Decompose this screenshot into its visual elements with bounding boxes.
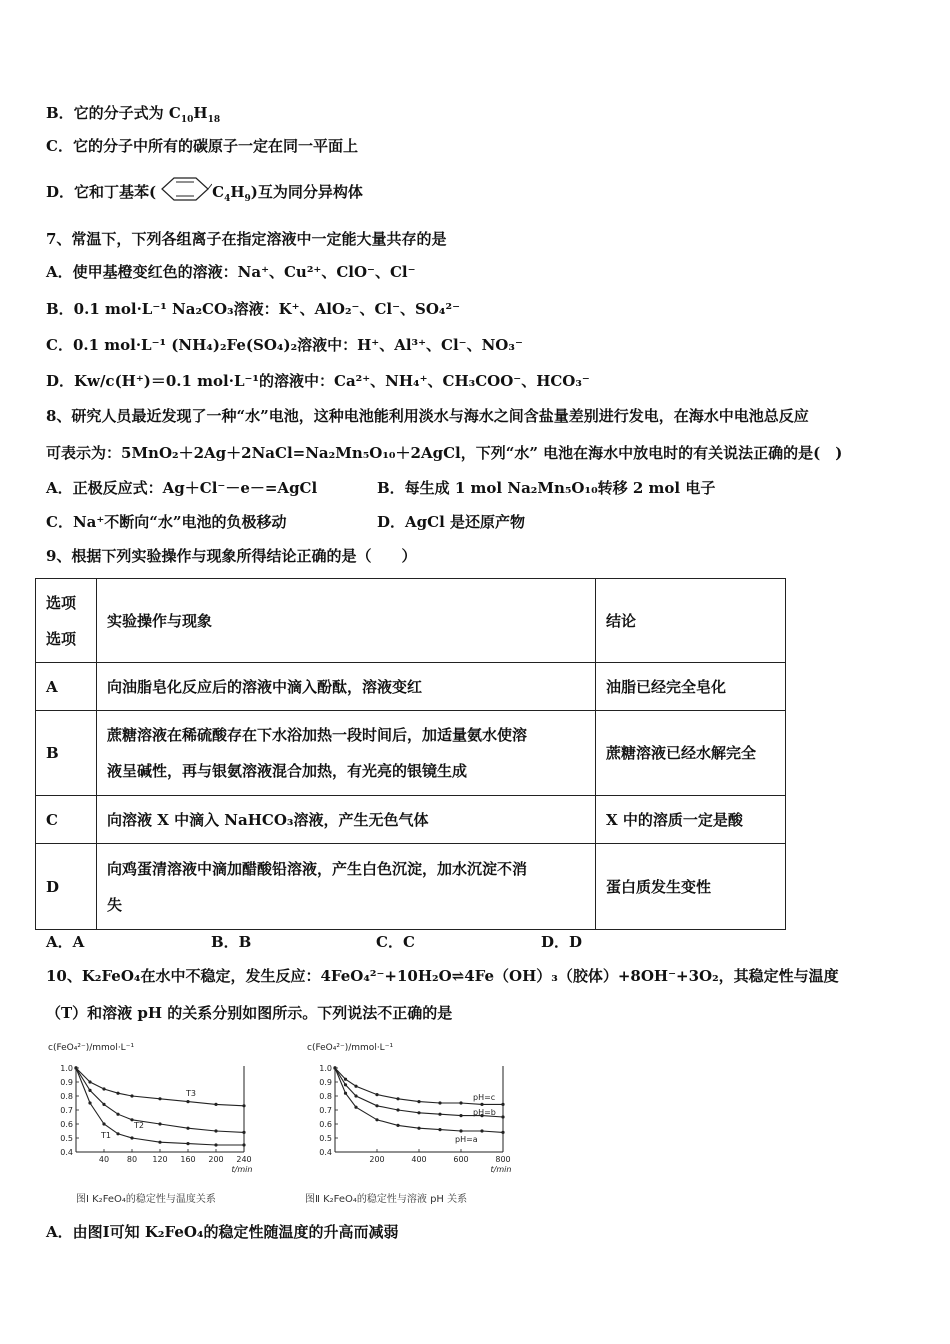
data-point	[214, 1143, 217, 1146]
data-point	[354, 1094, 357, 1097]
data-point	[459, 1114, 462, 1117]
header-conclusion-cell: 结论	[596, 579, 786, 663]
data-point	[375, 1118, 378, 1121]
x-tick-label: 40	[98, 1155, 110, 1164]
figure-1-caption: 图Ⅰ K₂FeO₄的稳定性与温度关系	[76, 1194, 216, 1205]
data-point	[116, 1113, 119, 1116]
data-point	[438, 1113, 441, 1116]
data-point	[480, 1129, 483, 1132]
data-point	[396, 1097, 399, 1100]
data-point	[344, 1083, 347, 1086]
q8-stem-line2: 可表示为：5MnO₂＋2Ag＋2NaCl=Na₂Mn₅O₁₀＋2AgCl，下列“水” 电池在海水中放电时的有关说法正确的是( )	[46, 444, 843, 462]
y-tick-label: 0.8	[319, 1092, 332, 1101]
q9-table	[35, 578, 786, 930]
header-operation-cell: 实验操作与现象	[97, 579, 596, 663]
x-axis-label: t/min	[231, 1165, 253, 1174]
y-axis-label: c(FeO₄²⁻)/mmol·L⁻¹	[307, 1043, 394, 1053]
table-row: C 向溶液 X 中滴入 NaHCO₃溶液，产生无色气体 X 中的溶质一定是酸	[36, 796, 786, 844]
q6-option-b: B．它的分子式为 $C_{10}H_{18}$	[46, 104, 221, 125]
y-tick-label: 0.7	[319, 1106, 332, 1115]
data-point	[344, 1078, 347, 1081]
data-point	[158, 1097, 161, 1100]
q7-option-d: D．Kw/c(H⁺)＝0.1 mol·L⁻¹的溶液中：Ca²⁺、NH₄⁺、CH₃COO⁻、HCO₃⁻	[46, 372, 590, 390]
data-point	[438, 1128, 441, 1131]
y-tick-label: 0.6	[60, 1120, 73, 1129]
y-tick-label: 1.0	[319, 1064, 332, 1073]
series-label: pH=a	[455, 1135, 478, 1144]
data-point	[130, 1136, 133, 1139]
data-point	[102, 1103, 105, 1106]
data-point	[417, 1127, 420, 1130]
x-tick-label: 600	[453, 1155, 469, 1164]
q8-option-b: B．每生成 1 mol Na₂Mn₅O₁₀转移 2 mol 电子	[377, 479, 716, 497]
table-row: B 蔗糖溶液在稀硫酸存在下水浴加热一段时间后，加适量氨水使溶 液呈碱性，再与银氨溶液混合加热，有光亮的银镜生成 蔗糖溶液已经水解完全	[36, 711, 786, 796]
q7-stem: 7、常温下，下列各组离子在指定溶液中一定能大量共存的是	[46, 230, 447, 248]
figure-2-caption: 图Ⅱ K₂FeO₄的稳定性与溶液 pH 关系	[305, 1194, 468, 1205]
q7-option-c: C．0.1 mol·L⁻¹ (NH₄)₂Fe(SO₄)₂溶液中：H⁺、Al³⁺、Cl⁻、NO₃⁻	[46, 336, 523, 354]
q9-answer-a: A．A	[46, 933, 85, 951]
data-point	[214, 1129, 217, 1132]
y-tick-label: 0.9	[319, 1078, 332, 1087]
data-point	[501, 1115, 504, 1118]
series-label: pH=c	[473, 1093, 496, 1102]
data-point	[186, 1127, 189, 1130]
q8-option-d: D．AgCl 是还原产物	[377, 513, 525, 531]
data-point	[102, 1087, 105, 1090]
q10-stem-line2: （T）和溶液 pH 的关系分别如图所示。下列说法不正确的是	[46, 1004, 453, 1022]
data-point	[186, 1100, 189, 1103]
y-tick-label: 0.4	[60, 1148, 73, 1157]
x-tick-label: 800	[495, 1155, 511, 1164]
y-tick-label: 0.9	[60, 1078, 73, 1087]
y-tick-label: 0.8	[60, 1092, 73, 1101]
data-point	[354, 1106, 357, 1109]
data-point	[130, 1094, 133, 1097]
data-point	[417, 1111, 420, 1114]
y-axis-label: c(FeO₄²⁻)/mmol·L⁻¹	[48, 1043, 135, 1053]
q9-stem: 9、根据下列实验操作与现象所得结论正确的是（ ）	[46, 547, 417, 565]
q8-option-c: C．Na⁺不断向“水”电池的负极移动	[46, 513, 287, 531]
q10-option-a: A．由图Ⅰ可知 K₂FeO₄的稳定性随温度的升高而减弱	[46, 1223, 399, 1241]
y-tick-label: 0.5	[319, 1134, 332, 1143]
data-point	[417, 1100, 420, 1103]
data-point	[242, 1131, 245, 1134]
data-point	[116, 1092, 119, 1095]
x-axis-label: t/min	[490, 1165, 512, 1174]
data-point	[344, 1092, 347, 1095]
y-tick-label: 0.6	[319, 1120, 332, 1129]
data-point	[375, 1093, 378, 1096]
data-point	[396, 1124, 399, 1127]
data-point	[186, 1142, 189, 1145]
data-point	[242, 1104, 245, 1107]
chart-temperature	[46, 1038, 261, 1183]
y-tick-label: 1.0	[60, 1064, 73, 1073]
q9-answer-b: B．B	[211, 933, 252, 951]
x-tick-label: 200	[369, 1155, 385, 1164]
table-header-row	[36, 579, 786, 663]
q9-answer-d: D．D	[541, 933, 583, 951]
data-point	[459, 1129, 462, 1132]
data-point	[501, 1103, 504, 1106]
series-label: T3	[186, 1089, 196, 1098]
q6-option-c: C．它的分子中所有的碳原子一定在同一平面上	[46, 137, 358, 155]
q7-option-b: B．0.1 mol·L⁻¹ Na₂CO₃溶液：K⁺、AlO₂⁻、Cl⁻、SO₄²⁻	[46, 300, 460, 318]
data-point	[158, 1141, 161, 1144]
header-option-cell: 选项 选项	[36, 579, 97, 663]
q8-stem-line1: 8、研究人员最近发现了一种“水”电池，这种电池能利用淡水与海水之间含盐量差别进行发电，在海水中电池总反应	[46, 407, 809, 425]
q7-option-a: A．使甲基橙变红色的溶液：Na⁺、Cu²⁺、ClO⁻、Cl⁻	[46, 263, 416, 281]
table-row: A 向油脂皂化反应后的溶液中滴入酚酞，溶液变红 油脂已经完全皂化	[36, 663, 786, 711]
x-tick-label: 240	[236, 1155, 252, 1164]
data-point	[102, 1122, 105, 1125]
series-label: T2	[134, 1121, 144, 1130]
data-point	[375, 1104, 378, 1107]
data-point	[88, 1080, 91, 1083]
y-tick-label: 0.4	[319, 1148, 332, 1157]
x-tick-label: 120	[152, 1155, 168, 1164]
x-tick-label: 400	[411, 1155, 427, 1164]
data-point	[354, 1085, 357, 1088]
q9-answer-c: C．C	[376, 933, 415, 951]
data-point	[116, 1132, 119, 1135]
figure-2	[305, 1038, 520, 1187]
q8-option-a: A．正极反应式：Ag＋Cl⁻－e－=AgCl	[46, 479, 318, 497]
y-tick-label: 0.5	[60, 1134, 73, 1143]
data-point	[501, 1131, 504, 1134]
figure-1	[46, 1038, 261, 1187]
benzene-ring-icon	[156, 174, 212, 204]
data-point	[459, 1101, 462, 1104]
x-tick-label: 80	[126, 1155, 138, 1164]
series-label: pH=b	[473, 1108, 496, 1117]
data-point	[214, 1103, 217, 1106]
x-tick-label: 160	[180, 1155, 196, 1164]
q6-option-d: D．它和丁基苯( $C_4H_9$)互为同分异构体	[46, 182, 363, 209]
data-point	[88, 1101, 91, 1104]
x-tick-label: 200	[208, 1155, 224, 1164]
q10-stem-line1: 10、K₂FeO₄在水中不稳定，发生反应：4FeO₄²⁻+10H₂O⇌4Fe（OH）₃（胶体）+8OH⁻+3O₂，其稳定性与温度	[46, 967, 839, 985]
data-point	[438, 1101, 441, 1104]
table-row: D 向鸡蛋清溶液中滴加醋酸铅溶液，产生白色沉淀，加水沉淀不消 失 蛋白质发生变性	[36, 844, 786, 930]
data-point	[88, 1089, 91, 1092]
y-tick-label: 0.7	[60, 1106, 73, 1115]
chart-ph	[305, 1038, 520, 1183]
data-point	[480, 1103, 483, 1106]
data-point	[242, 1143, 245, 1146]
data-point	[158, 1122, 161, 1125]
data-point	[74, 1066, 77, 1069]
data-point	[333, 1066, 336, 1069]
series-label: T1	[101, 1131, 111, 1140]
data-point	[396, 1108, 399, 1111]
